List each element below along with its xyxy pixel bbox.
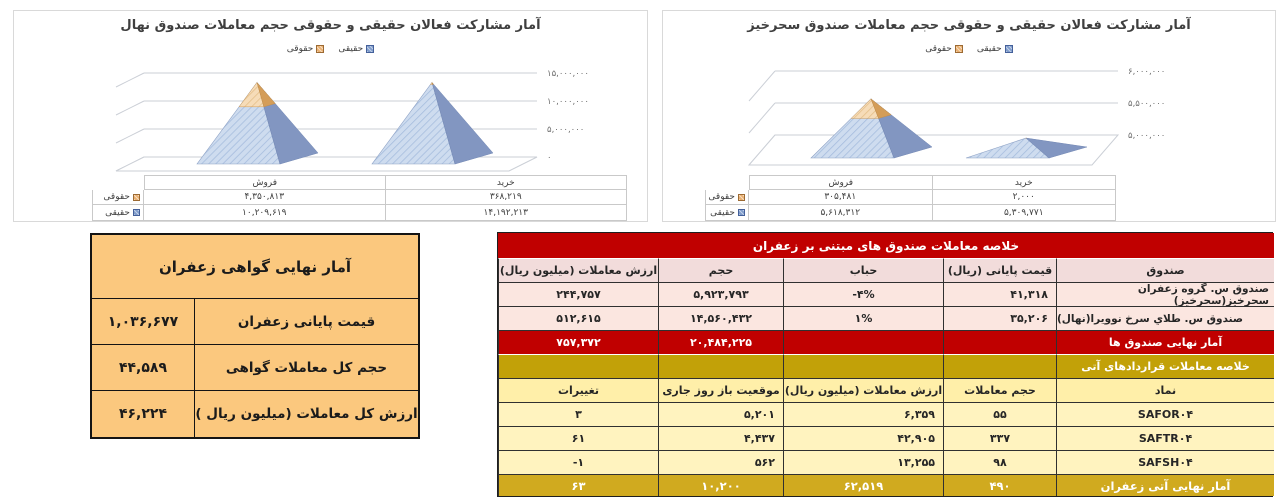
funds-total-volume: ۲۰,۴۸۴,۲۲۵ xyxy=(658,330,783,354)
empty-cell xyxy=(783,330,943,354)
empty-cell xyxy=(943,330,1056,354)
futures-changes-cell: ۶۱ xyxy=(498,426,658,450)
chart-panel-nahal xyxy=(13,10,648,222)
series-label-real: حقیقی xyxy=(705,205,749,221)
futures-section-title: خلاصه معاملات قراردادهای آتی xyxy=(1056,354,1274,378)
col-header-fund: صندوق xyxy=(1056,258,1274,282)
y-axis-tick-label: ۱۵,۰۰۰,۰۰۰ xyxy=(547,69,589,79)
series-label-real: حقیقی xyxy=(92,205,144,221)
table-title: خلاصه معاملات صندوق های مبتنی بر زعفران xyxy=(498,233,1274,258)
col-header-trade-value: ارزش معاملات (میلیون ریال) xyxy=(783,378,943,402)
table-cell: ۵,۳۰۹,۷۷۱ xyxy=(933,205,1117,221)
y-axis-tick-label: ۰ xyxy=(547,153,552,163)
series-label-legal: حقوقی xyxy=(705,190,749,205)
series-swatch-icon xyxy=(133,194,140,201)
total-volume-label: حجم کل معاملات گواهی xyxy=(194,345,418,391)
legend-item-legal xyxy=(925,44,963,54)
funds-total-value: ۷۵۷,۳۷۲ xyxy=(498,330,658,354)
futures-open-pos-cell: ۵۶۲ xyxy=(658,450,783,474)
series-swatch-icon xyxy=(133,209,140,216)
legend-label: حقوقی xyxy=(925,44,952,54)
y-axis-tick-label: ۶,۰۰۰,۰۰۰ xyxy=(1128,67,1166,77)
table-cell: ۳۶۸,۲۱۹ xyxy=(386,190,628,205)
futures-value-cell: ۴۲,۹۰۵ xyxy=(783,426,943,450)
series-swatch-icon xyxy=(738,194,745,201)
fund-value-cell: ۵۱۲,۶۱۵ xyxy=(498,306,658,330)
futures-total-volume: ۴۹۰ xyxy=(943,474,1056,496)
futures-total-value: ۶۲,۵۱۹ xyxy=(783,474,943,496)
closing-price-value: ۱,۰۳۶,۶۷۷ xyxy=(92,299,194,345)
fund-volume-cell: ۱۴,۵۶۰,۴۳۲ xyxy=(658,306,783,330)
legend-swatch-icon xyxy=(1005,45,1013,53)
futures-volume-cell: ۹۸ xyxy=(943,450,1056,474)
futures-volume-cell: ۵۵ xyxy=(943,402,1056,426)
chart-data-table xyxy=(705,175,1116,221)
col-header-price: قیمت پایانی (ریال) xyxy=(943,258,1056,282)
col-header-value: ارزش معاملات (میلیون ریال) xyxy=(498,258,658,282)
col-header-trade-volume: حجم معاملات xyxy=(943,378,1056,402)
series-label-legal: حقوقی xyxy=(92,190,144,205)
chart-panel-saharkhiz xyxy=(662,10,1276,222)
fund-price-cell: ۳۵,۲۰۶ xyxy=(943,306,1056,330)
table-cell: ۵,۶۱۸,۳۱۲ xyxy=(749,205,933,221)
closing-price-label: قیمت پایانی زعفران xyxy=(194,299,418,345)
legend-label: حقوقی xyxy=(286,44,314,54)
futures-open-pos-cell: ۴,۴۳۷ xyxy=(658,426,783,450)
legend-item-legal xyxy=(287,44,325,54)
y-axis-tick-label: ۱۰,۰۰۰,۰۰۰ xyxy=(547,97,589,107)
fund-bubble-cell: -۴% xyxy=(783,282,943,306)
futures-changes-cell: -۱ xyxy=(498,450,658,474)
legend-swatch-icon xyxy=(955,45,963,53)
total-value-label: ارزش کل معاملات (میلیون ریال ) xyxy=(194,391,418,437)
table-cell: ۲,۰۰۰ xyxy=(933,190,1117,205)
table-title: آمار نهایی گواهی زعفران xyxy=(92,235,418,299)
legend-label: حقیقی xyxy=(976,44,1002,54)
chart-legend xyxy=(663,44,1275,54)
legend-swatch-icon xyxy=(366,45,374,53)
empty-cell xyxy=(943,354,1056,378)
chart-title: آمار مشارکت فعالان حقیقی و حقوقی حجم معاملات صندوق نهال xyxy=(120,18,541,33)
futures-symbol-cell: SAFTR۰۴ xyxy=(1056,426,1274,450)
futures-value-cell: ۱۳,۲۵۵ xyxy=(783,450,943,474)
legend-item-real xyxy=(338,44,374,54)
futures-changes-cell: ۳ xyxy=(498,402,658,426)
category-header: خرید xyxy=(386,175,628,190)
chart-legend xyxy=(14,44,647,54)
futures-open-pos-cell: ۵,۲۰۱ xyxy=(658,402,783,426)
total-volume-value: ۴۴,۵۸۹ xyxy=(92,345,194,391)
col-header-open-pos: موقعیت باز روز جاری xyxy=(658,378,783,402)
table-cell: ۱۰,۲۰۹,۶۱۹ xyxy=(144,205,386,221)
futures-summary-label: آمار نهایی آتی زعفران xyxy=(1056,474,1274,496)
empty-cell xyxy=(498,354,658,378)
table-cell: ۴,۳۵۰,۸۱۳ xyxy=(144,190,386,205)
legend-label: حقیقی xyxy=(338,44,364,54)
chart-data-table xyxy=(92,175,627,221)
fund-volume-cell: ۵,۹۲۳,۷۹۳ xyxy=(658,282,783,306)
fund-price-cell: ۴۱,۳۱۸ xyxy=(943,282,1056,306)
futures-symbol-cell: SAFOR۰۴ xyxy=(1056,402,1274,426)
empty-cell xyxy=(658,354,783,378)
fund-value-cell: ۲۴۴,۷۵۷ xyxy=(498,282,658,306)
series-swatch-icon xyxy=(738,209,745,216)
futures-value-cell: ۶,۳۵۹ xyxy=(783,402,943,426)
pyramid-chart xyxy=(663,61,1277,179)
col-header-volume: حجم xyxy=(658,258,783,282)
col-header-bubble: حباب xyxy=(783,258,943,282)
futures-symbol-cell: SAFSH۰۴ xyxy=(1056,450,1274,474)
pyramid-chart xyxy=(14,61,649,179)
table-cell: ۱۴,۱۹۲,۲۱۳ xyxy=(386,205,628,221)
col-header-symbol: نماد xyxy=(1056,378,1274,402)
legend-item-real xyxy=(977,44,1013,54)
futures-total-changes: ۶۳ xyxy=(498,474,658,496)
category-header: فروش xyxy=(144,175,386,190)
certificate-summary-table xyxy=(90,233,420,439)
chart-title: آمار مشارکت فعالان حقیقی و حقوقی حجم معاملات صندوق سحرخیز xyxy=(747,18,1191,33)
futures-volume-cell: ۳۳۷ xyxy=(943,426,1056,450)
funds-summary-table xyxy=(497,232,1273,497)
futures-total-open-pos: ۱۰,۲۰۰ xyxy=(658,474,783,496)
category-header: خرید xyxy=(933,175,1117,190)
funds-summary-label: آمار نهایی صندوق ها xyxy=(1056,330,1274,354)
empty-cell xyxy=(783,354,943,378)
col-header-changes: تغییرات xyxy=(498,378,658,402)
legend-swatch-icon xyxy=(316,45,324,53)
fund-name-cell: صندوق س. گروه زعفران سحرخیز(سحرخیز) xyxy=(1056,282,1274,306)
table-cell: ۳۰۵,۴۸۱ xyxy=(749,190,933,205)
total-value-value: ۴۶,۲۲۴ xyxy=(118,406,168,422)
fund-bubble-cell: ۱% xyxy=(783,306,943,330)
fund-name-cell: صندوق س. طلاي سرخ نوويرا(نهال) xyxy=(1056,306,1274,330)
category-header: فروش xyxy=(749,175,933,190)
y-axis-tick-label: ۵,۵۰۰,۰۰۰ xyxy=(1128,99,1166,109)
y-axis-tick-label: ۵,۰۰۰,۰۰۰ xyxy=(547,125,585,135)
y-axis-tick-label: ۵,۰۰۰,۰۰۰ xyxy=(1128,131,1166,141)
